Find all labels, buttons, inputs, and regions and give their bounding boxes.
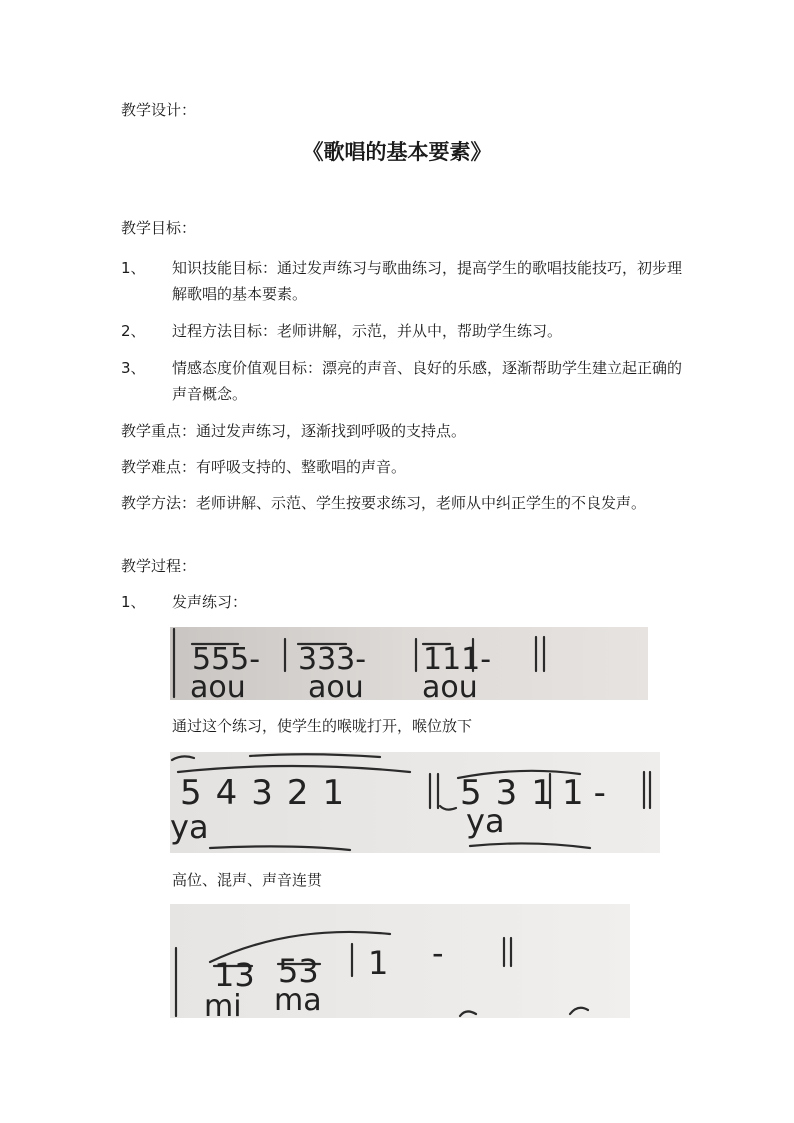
handwritten-notation-3 — [170, 904, 630, 1018]
notation-group: 111- — [423, 642, 492, 677]
handwritten-notation-1 — [170, 627, 648, 700]
objective-text: 知识技能目标：通过发声练习与歌曲练习，提高学生的歌唱技能技巧，初步理解歌唱的基本要素。 — [172, 259, 683, 303]
exercise-photo-3 — [170, 904, 630, 1018]
notation-group: - — [432, 934, 444, 972]
handwritten-notation-2 — [170, 752, 660, 853]
notation-group: 13 — [214, 956, 255, 994]
exercise-photo-2 — [170, 752, 660, 853]
notation-group: 531 — [460, 773, 567, 813]
notation-group: 1 — [368, 944, 389, 982]
step-text: 发声练习： — [172, 593, 248, 611]
teaching-method: 教学方法：老师讲解、示范、学生按要求练习，老师从中纠正学生的不良发声。 — [121, 494, 647, 512]
objective-text: 过程方法目标：老师讲解，示范，并从中，帮助学生练习。 — [172, 322, 563, 340]
notation-group: 53 — [278, 952, 319, 990]
exercise-caption: 高位、混声、声音连贯 — [172, 871, 323, 889]
step-number: 1、 — [121, 593, 146, 611]
exercise-photo-1 — [170, 627, 648, 700]
key-point: 教学重点：通过发声练习，逐渐找到呼吸的支持点。 — [121, 422, 467, 440]
notation-group: 1- — [562, 773, 616, 813]
process-label: 教学过程： — [121, 557, 197, 575]
objectives-label: 教学目标： — [121, 219, 197, 237]
syllable-label: ya — [170, 808, 209, 846]
exercise-caption: 通过这个练习，使学生的喉咙打开，喉位放下 — [172, 717, 473, 735]
syllable-label: mi — [204, 989, 242, 1018]
objective-text: 情感态度价值观目标：漂亮的声音、良好的乐感，逐渐帮助学生建立起正确的声音概念。 — [172, 359, 683, 403]
objective-number: 3、 — [121, 359, 146, 377]
notation-group: 54321 — [180, 773, 359, 813]
notation-group: 333- — [298, 642, 367, 677]
syllable-label: aou — [308, 670, 364, 700]
syllable-label: ma — [274, 983, 322, 1018]
syllable-label: aou — [190, 670, 246, 700]
syllable-label: ya — [466, 802, 505, 840]
heading-label: 教学设计： — [121, 101, 197, 119]
objective-number: 1、 — [121, 259, 146, 277]
difficult-point: 教学难点：有呼吸支持的、整歌唱的声音。 — [121, 458, 407, 476]
syllable-label: aou — [422, 670, 478, 700]
page-title: 《歌唱的基本要素》 — [302, 140, 492, 164]
notation-group: 555- — [192, 642, 261, 677]
objective-number: 2、 — [121, 322, 146, 340]
